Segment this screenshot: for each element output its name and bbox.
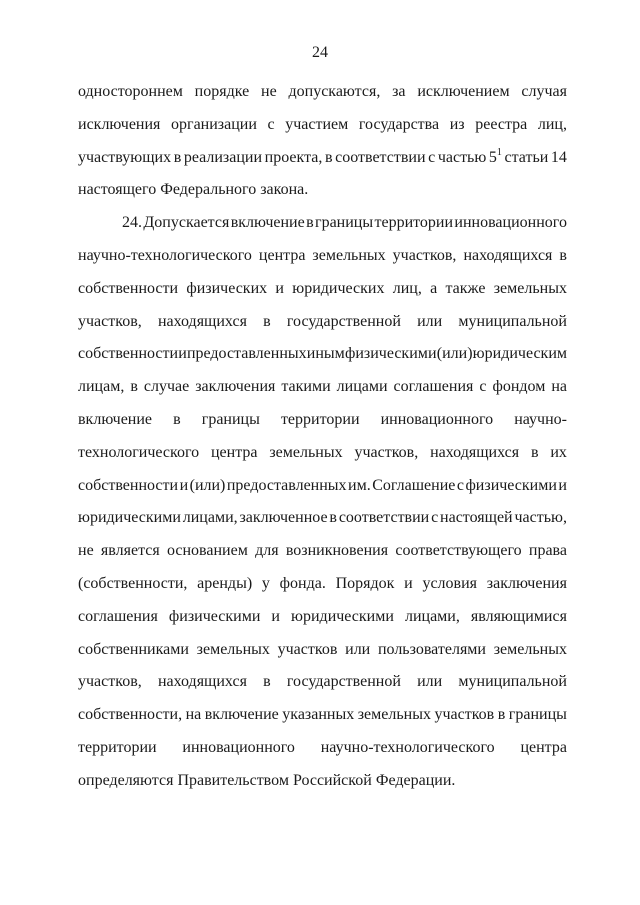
word: закона. [260, 181, 309, 199]
word: научно- [514, 410, 567, 428]
word: или [417, 312, 443, 330]
word: на [551, 378, 567, 396]
word: за [392, 83, 406, 100]
word: в [329, 509, 337, 527]
word: в [263, 673, 271, 691]
word: и [275, 279, 284, 297]
text-line [78, 240, 567, 273]
text-line [78, 634, 567, 667]
word: статьи [504, 148, 549, 166]
word: научно-технологического [78, 246, 252, 264]
text-line [78, 699, 567, 732]
word: заключения [486, 574, 567, 592]
word: юридическими [78, 509, 181, 527]
text-line [78, 535, 567, 568]
word: земельных [493, 640, 567, 658]
word: или [345, 640, 371, 658]
word: участием [285, 115, 349, 133]
word: участков, [354, 443, 419, 461]
word: научно-технологического [320, 738, 495, 756]
word: является [100, 542, 160, 560]
word: им. [348, 476, 371, 494]
word: с [456, 476, 464, 494]
part-superscript: 1 [496, 146, 502, 158]
word: участков [434, 706, 495, 724]
word: для [255, 542, 279, 560]
text-line [78, 437, 567, 470]
word: в [130, 378, 138, 396]
word: и [428, 345, 437, 363]
word: случае [143, 378, 190, 396]
word: находящихся [157, 673, 247, 691]
word: такими [281, 378, 331, 396]
body-text [78, 76, 567, 798]
word: являющимися [470, 607, 567, 625]
word: аренды) [197, 574, 253, 592]
word: права [528, 542, 567, 560]
word: участков [277, 640, 338, 658]
word: земельных [357, 706, 431, 724]
word: центра [210, 443, 258, 461]
word: участков, [78, 673, 142, 691]
word: в [173, 410, 181, 428]
word: юридических [292, 279, 385, 297]
word: участков, [78, 312, 142, 330]
word: не [78, 542, 94, 560]
word: и [558, 476, 567, 494]
text-line [78, 109, 567, 142]
word: также [445, 279, 486, 297]
word: фонда. [279, 574, 326, 592]
word: предоставленных [186, 345, 307, 363]
word: на [185, 706, 202, 724]
word: государства [358, 115, 440, 133]
word: или [417, 673, 443, 691]
text-line [78, 502, 567, 535]
word: собственности [78, 476, 179, 494]
word: технологического [78, 443, 200, 461]
word: соответствующего [395, 542, 522, 560]
word: центра [258, 246, 306, 264]
word: физическими [465, 476, 557, 494]
word: реестра [475, 115, 528, 133]
word: настоящей [440, 509, 513, 527]
word: настоящего [78, 181, 157, 199]
word: инновационного [454, 214, 567, 232]
word: лицами [336, 378, 388, 396]
word: границы [508, 706, 567, 724]
word: в [263, 312, 271, 330]
word: Соглашение [372, 476, 456, 494]
text-line [78, 732, 567, 765]
text-line [78, 404, 567, 437]
word: допускаются, [288, 83, 381, 100]
text-line [78, 174, 567, 207]
word: условия [422, 574, 478, 592]
word: соглашения [78, 607, 158, 625]
word: земельных [269, 443, 343, 461]
word: физическими [168, 607, 261, 625]
word: собственности, [78, 706, 183, 724]
text-line [78, 207, 567, 240]
word: заключения [195, 378, 276, 396]
text-line [78, 338, 567, 371]
word: в [497, 706, 506, 724]
word: территории [280, 410, 360, 428]
word: с [479, 378, 487, 396]
word: предоставленных [226, 476, 347, 494]
word: основанием [166, 542, 248, 560]
word: лиц, [392, 279, 422, 297]
word: границы [315, 214, 374, 232]
word: находящихся [157, 312, 247, 330]
word: Федерального [160, 181, 257, 199]
word: в [559, 246, 567, 264]
word: организации [171, 115, 257, 133]
word: а [430, 279, 438, 297]
word: территории [78, 738, 157, 756]
text-line [78, 76, 567, 109]
word: центра [520, 738, 567, 756]
word: и [179, 476, 189, 494]
word: (или) [436, 345, 473, 363]
word: в [324, 148, 333, 166]
word: инновационного [182, 738, 295, 756]
word: и [404, 574, 413, 592]
word: включение [204, 706, 279, 724]
word: указанных [282, 706, 355, 724]
word: Федерации. [375, 771, 456, 789]
word: частью, [514, 509, 567, 527]
word: порядке [194, 83, 250, 100]
page-number: 24 [312, 44, 328, 61]
word: физических [186, 279, 268, 297]
text-line [78, 371, 567, 404]
word: соответствии [335, 148, 426, 166]
word: из [449, 115, 465, 133]
part-reference [489, 142, 502, 175]
word: с [428, 148, 436, 166]
word: собственности [78, 345, 179, 363]
word: муниципальной [458, 673, 567, 691]
word: в [306, 214, 314, 232]
paragraph-number: 24. [122, 214, 142, 232]
text-line [78, 765, 567, 798]
word: собственности [78, 279, 179, 297]
word: Порядок [335, 574, 395, 592]
word: физическим [344, 345, 428, 363]
word: участков, [392, 246, 457, 264]
word: инновационного [380, 410, 494, 428]
text-line [78, 273, 567, 306]
word: в [530, 443, 539, 461]
word: у [261, 574, 270, 592]
text-line [78, 601, 567, 634]
word: с [431, 509, 439, 527]
word: фондом [492, 378, 546, 396]
word: Российской [292, 771, 372, 789]
text-line [78, 666, 567, 699]
word: соответствии [338, 509, 430, 527]
word: юридическим [472, 345, 567, 363]
word: 14 [550, 148, 567, 166]
word: с [267, 115, 275, 133]
text-line [78, 568, 567, 601]
word: юридическими [291, 607, 394, 625]
word: Правительством [177, 771, 289, 789]
word: включение [230, 214, 305, 232]
word: не [261, 83, 277, 100]
word: государственной [286, 312, 401, 330]
word: исключения [78, 115, 161, 133]
word: иным [306, 345, 345, 363]
word: государственной [286, 673, 401, 691]
word: земельных [312, 246, 386, 264]
word: и [178, 345, 187, 363]
word: частью [437, 148, 487, 166]
text-line [78, 470, 567, 503]
part-number: 5 [488, 148, 497, 166]
word: исключением [417, 83, 510, 100]
word: заключенное [239, 509, 328, 527]
word: случая [521, 83, 567, 100]
word: земельных [196, 640, 270, 658]
word: проекта, [264, 148, 323, 166]
text-line [78, 306, 567, 339]
word: пользователями [377, 640, 486, 658]
word: возникновения [285, 542, 389, 560]
word: Допускается [143, 214, 230, 232]
word: собственниками [78, 640, 189, 658]
word: определяются [78, 771, 174, 789]
word: лицами, [404, 607, 460, 625]
word: лицам, [78, 378, 125, 396]
word: территории [374, 214, 454, 232]
word: их [550, 443, 567, 461]
word: находящихся [430, 443, 520, 461]
word: муниципальной [458, 312, 567, 330]
text-line [78, 142, 567, 175]
word: включение [78, 410, 153, 428]
word: (или) [189, 476, 226, 494]
word: границы [201, 410, 260, 428]
word: находящихся [463, 246, 553, 264]
word: участвующих [78, 148, 172, 166]
word: (собственности, [78, 574, 188, 592]
word: лиц, [537, 115, 567, 133]
word: одностороннем [78, 83, 183, 100]
word: земельных [493, 279, 567, 297]
word: лицами, [182, 509, 238, 527]
word: и [271, 607, 280, 625]
word: реализации [183, 148, 263, 166]
word: в [173, 148, 182, 166]
word: соглашения [393, 378, 474, 396]
